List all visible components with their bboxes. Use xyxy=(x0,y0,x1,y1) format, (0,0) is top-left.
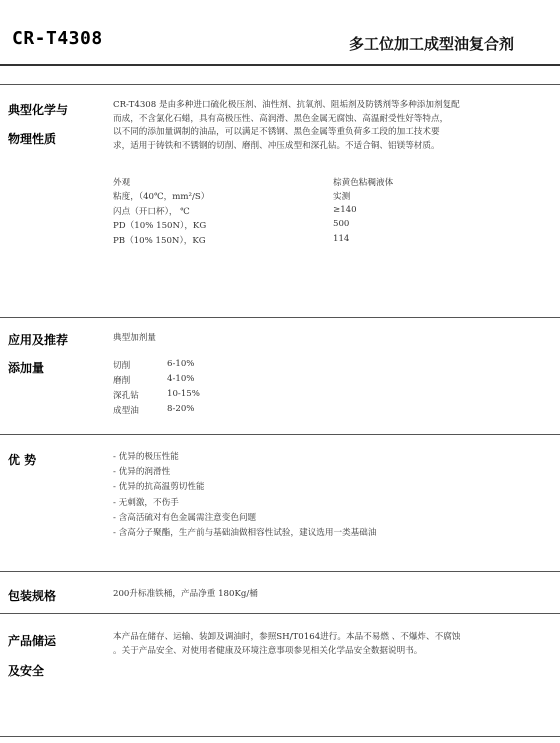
table-row xyxy=(113,359,200,374)
list-item: - 含高活硫对有色金属需注意变色问题 xyxy=(113,512,257,523)
property-value: 114 xyxy=(333,233,350,244)
description-line: 而成，不含氯化石蜡，具有高极压性、高润滑、黑色金属无腐蚀、高温耐受性好等特点， xyxy=(113,113,449,124)
packaging-text: 200升标准铁桶，产品净重 180Kg/桶 xyxy=(113,589,258,599)
section-divider-properties xyxy=(0,84,560,85)
advantages-label: 优 势 xyxy=(8,453,37,467)
dosage-value: 8-20% xyxy=(167,404,195,414)
dosage-label: 添加量 xyxy=(8,361,45,375)
table-row xyxy=(113,404,200,419)
property-value: 500 xyxy=(333,219,350,230)
property-value: 棕黄色粘稠液体 xyxy=(333,178,394,188)
storage-line: 本产品在储存、运输、装卸及调油时，参照SH/T0164进行。本品不易燃 、不爆炸、不腐蚀 xyxy=(113,632,461,642)
dosage-name: 切削 xyxy=(113,361,131,371)
property-name: 粘度，（40℃，mm²/S） xyxy=(113,192,210,203)
dosage-value: 10-15% xyxy=(167,389,200,399)
description-line: 以不同的添加量调制的油品，可以满足不锈钢、黑色金属等重负荷多工段的加工技术要 xyxy=(113,127,440,138)
properties-table xyxy=(113,176,493,248)
table-row xyxy=(113,234,493,248)
storage-line: 。关于产品安全、对使用者健康及环境注意事项参见相关化学品安全数据说明书。 xyxy=(113,645,423,656)
properties-description xyxy=(113,99,557,153)
section-divider-storage xyxy=(0,613,560,614)
list-item: - 含高分子聚酯，生产前与基础油做相容性试验，建议选用一类基础油 xyxy=(113,527,377,538)
storage-text xyxy=(113,631,557,658)
table-row xyxy=(113,219,493,233)
advantages-list xyxy=(113,450,376,541)
footer-divider xyxy=(0,736,560,737)
header-divider xyxy=(0,64,560,66)
packaging-label: 包装规格 xyxy=(8,589,57,603)
application-text: 典型加剂量 xyxy=(113,333,156,343)
property-name: PD（10% 150N），KG xyxy=(113,221,207,232)
table-row xyxy=(113,190,493,204)
product-code: CR-T4308 xyxy=(12,28,103,49)
table-row xyxy=(113,389,200,404)
property-value: 实测 xyxy=(333,192,351,203)
dosage-value: 6-10% xyxy=(167,359,195,369)
description-line: CR-T4308 是由多种进口硫化极压剂、油性剂、抗氧剂、阻垢剂及防锈剂等多种添加剂复配 xyxy=(113,100,460,110)
list-item: - 优异的润滑性 xyxy=(113,467,171,478)
dosage-name: 深孔钻 xyxy=(113,391,139,401)
dosage-name: 磨削 xyxy=(113,376,131,386)
product-name: 多工位加工成型油复合剂 xyxy=(348,35,514,53)
list-item: - 无刺激，不伤手 xyxy=(113,497,179,508)
list-item: - 优异的极压性能 xyxy=(113,452,179,462)
table-row xyxy=(113,176,493,190)
property-name: 外观 xyxy=(113,178,131,188)
dosage-value: 4-10% xyxy=(167,374,195,384)
section-divider-application xyxy=(0,317,560,318)
property-name: PB（10% 150N），KG xyxy=(113,235,206,246)
property-value: ≥140 xyxy=(333,204,357,215)
list-item: - 优异的抗高温剪切性能 xyxy=(113,482,205,493)
section-divider-packaging xyxy=(0,571,560,572)
properties-label-line2: 物理性质 xyxy=(8,132,57,146)
application-label: 应用及推荐 xyxy=(8,333,69,347)
storage-label-line2: 及安全 xyxy=(8,664,45,678)
table-row xyxy=(113,205,493,219)
storage-label-line1: 产品储运 xyxy=(8,634,57,648)
dosage-name: 成型油 xyxy=(113,406,139,416)
properties-label-line1: 典型化学与 xyxy=(8,103,69,117)
dosage-table xyxy=(113,359,200,419)
section-divider-advantages xyxy=(0,434,560,435)
table-row xyxy=(113,374,200,389)
property-name: 闪点（开口杯）， ℃ xyxy=(113,206,190,217)
description-line: 求，适用于铸铁和不锈钢的切削、磨削、冲压成型和深孔钻。不适合铜、铝镁等材质。 xyxy=(113,140,440,151)
